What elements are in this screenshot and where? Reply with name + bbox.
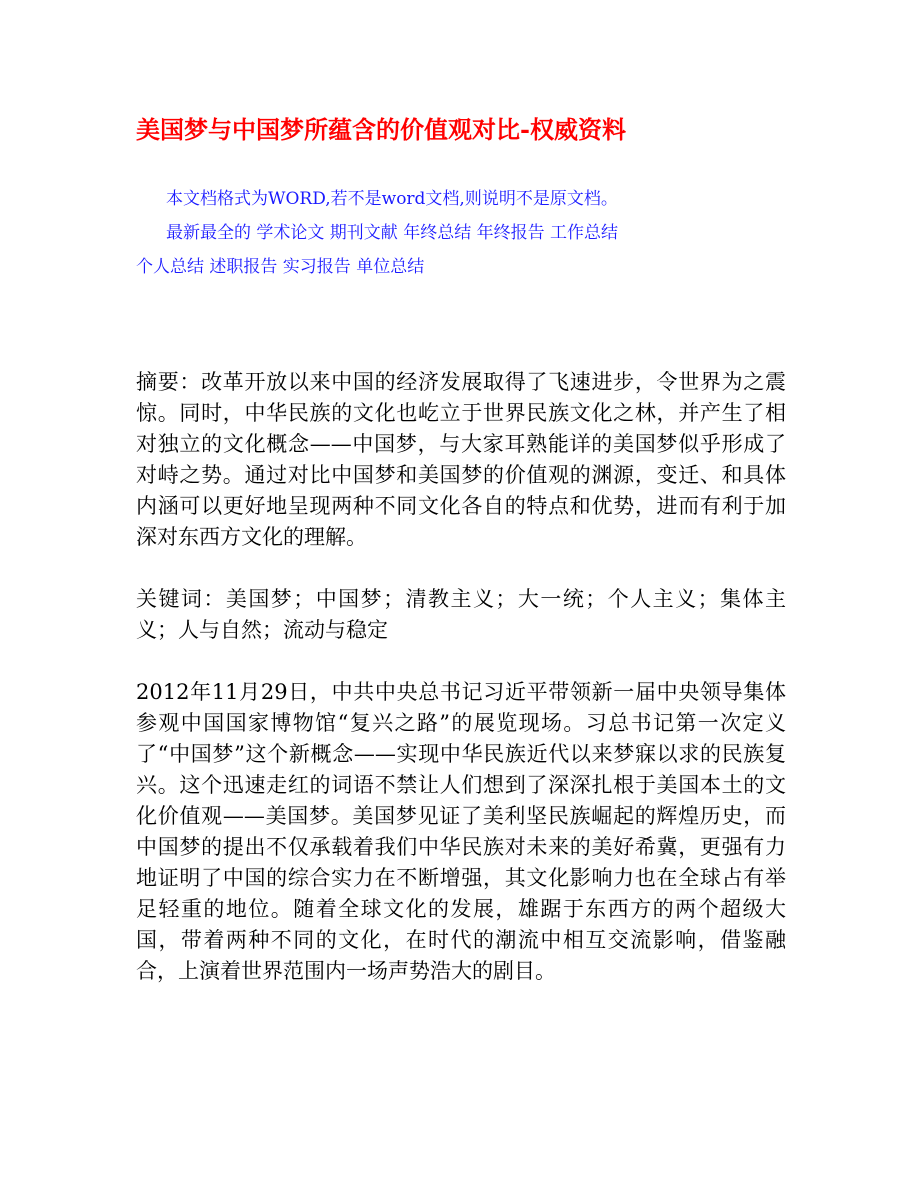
notice-line-format: 本文档格式为WORD,若不是word文档,则说明不是原文档。: [166, 189, 618, 209]
abstract-paragraph: 摘要：改革开放以来中国的经济发展取得了飞速进步，令世界为之震惊。同时，中华民族的文化也屹立于世界民族文化之林，并产生了相对独立的文化概念——中国梦，与大家耳熟能详的美国梦似乎形成了对峙之势。通过对比中国梦和美国梦的价值观的渊源，变迁、和具体内涵可以更好地呈现两种不同文化各自的特点和优势，进而有利于加深对东西方文化的理解。: [136, 370, 786, 549]
document-title: 美国梦与中国梦所蕴含的价值观对比-权威资料: [136, 115, 626, 144]
notice-line-categories: 最新最全的 学术论文 期刊文献 年终总结 年终报告 工作总结: [166, 223, 619, 243]
document-notice: [136, 182, 796, 284]
keywords-paragraph: 关键词：美国梦；中国梦；清教主义；大一统；个人主义；集体主义；人与自然；流动与稳定: [136, 587, 786, 642]
document-body: [136, 367, 786, 1018]
notice-line-categories-cont: 个人总结 述职报告 实习报告 单位总结: [136, 257, 425, 277]
intro-paragraph: 2012年11月29日，中共中央总书记习近平带领新一届中央领导集体参观中国国家博物馆“复兴之路”的展览现场。习总书记第一次定义了“中国梦”这个新概念——实现中华民族近代以来梦寐以求的民族复兴。这个迅速走红的词语不禁让人们想到了深深扎根于美国本土的文化价值观——美国梦。美国梦见证了美利坚民族崛起的辉煌历史，而中国梦的提出不仅承载着我们中华民族对未来的美好希冀，更强有力地证明了中国的综合实力在不断增强，其文化影响力也在全球占有举足轻重的地位。随着全球文化的发展，雄踞于东西方的两个超级大国，带着两种不同的文化，在时代的潮流中相互交流影响，借鉴融合，上演着世界范围内一场声势浩大的剧目。: [136, 680, 786, 983]
